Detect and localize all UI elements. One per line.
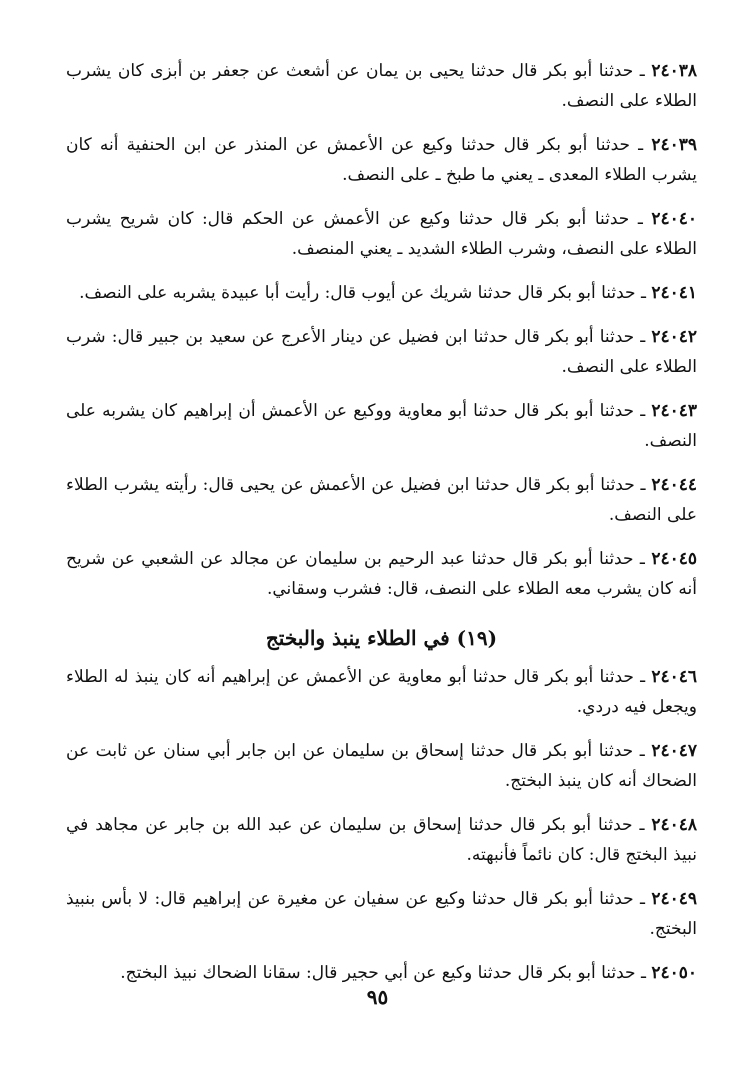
- entry-number: ٢٤٠٣٨: [651, 61, 697, 81]
- entry-text: ـ حدثنا أبو بكر قال حدثنا ابن فضيل عن دينار الأعرج عن سعيد بن جبير قال: شرب الطلاء على النصف.: [66, 327, 697, 377]
- hadith-entry: [66, 884, 697, 944]
- entry-number: ٢٤٠٤٠: [651, 209, 697, 229]
- entry-number: ٢٤٠٤٤: [651, 475, 697, 495]
- hadith-entry: [66, 958, 697, 988]
- hadith-entry: [66, 396, 697, 456]
- entry-text: ـ حدثنا أبو بكر قال حدثنا يحيى بن يمان عن أشعث عن جعفر بن أبزى كان يشرب الطلاء على النصف.: [66, 61, 697, 111]
- entry-text: ـ حدثنا أبو بكر قال حدثنا وكيع عن الأعمش عن المنذر عن ابن الحنفية أنه كان يشرب الطلاء المعدى ـ يعني ما طبخ ـ على النصف.: [66, 135, 697, 185]
- entry-number: ٢٤٠٤٢: [651, 327, 697, 347]
- entry-text: ـ حدثنا أبو بكر قال حدثنا وكيع عن الأعمش عن الحكم قال: كان شريح يشرب الطلاء على النصف، وشرب الطلاء الشديد ـ يعني المنصف.: [66, 209, 697, 259]
- hadith-entry: [66, 130, 697, 190]
- entry-number: ٢٤٠٤٧: [651, 741, 697, 761]
- entry-text: ـ حدثنا أبو بكر قال حدثنا أبو معاوية عن الأعمش عن إبراهيم أنه كان ينبذ له الطلاء ويجعل فيه دردي.: [66, 667, 697, 717]
- entry-number: ٢٤٠٤٨: [651, 815, 697, 835]
- entries-top: [66, 56, 697, 604]
- entry-number: ٢٤٠٤٩: [651, 889, 698, 909]
- entry-number: ٢٤٠٥٠: [651, 963, 697, 983]
- hadith-entry: [66, 544, 697, 604]
- section-heading: (١٩) في الطلاء ينبذ والبختج: [265, 626, 498, 650]
- hadith-entry: [66, 204, 697, 264]
- hadith-entry: [66, 736, 697, 796]
- hadith-entry: [66, 470, 697, 530]
- entry-number: ٢٤٠٣٩: [651, 135, 697, 155]
- entry-text: ـ حدثنا أبو بكر قال حدثنا عبد الرحيم بن سليمان عن مجالد عن الشعبي عن شريح أنه كان يشرب معه الطلاء على النصف، قال: فشرب وسقاني.: [66, 549, 697, 599]
- entry-number: ٢٤٠٤١: [651, 283, 697, 303]
- entry-text: ـ حدثنا أبو بكر قال حدثنا ابن فضيل عن الأعمش عن يحيى قال: رأيته يشرب الطلاء على النصف.: [66, 475, 697, 525]
- entry-text: ـ حدثنا أبو بكر قال حدثنا أبو معاوية ووكيع عن الأعمش أن إبراهيم كان يشربه على النصف.: [66, 401, 697, 451]
- hadith-entry: [66, 278, 697, 308]
- hadith-entry: [66, 322, 697, 382]
- entry-number: ٢٤٠٤٥: [651, 549, 697, 569]
- entry-text: ـ حدثنا أبو بكر قال حدثنا وكيع عن أبي حجير قال: سقانا الضحاك نبيذ البختج.: [120, 963, 646, 983]
- entry-number: ٢٤٠٤٦: [651, 667, 698, 687]
- entry-text: ـ حدثنا أبو بكر قال حدثنا شريك عن أيوب قال: رأيت أبا عبيدة يشربه على النصف.: [79, 283, 646, 303]
- hadith-entry: [66, 662, 697, 722]
- entry-number: ٢٤٠٤٣: [651, 401, 697, 421]
- entry-text: ـ حدثنا أبو بكر قال حدثنا إسحاق بن سليمان عن ابن جابر أبي سنان عن ثابت عن الضحاك أنه كان ينبذ البختج.: [66, 741, 697, 791]
- page-number: ٩٥: [366, 985, 389, 1009]
- hadith-entry: [66, 56, 697, 116]
- hadith-entry: [66, 810, 697, 870]
- entry-text: ـ حدثنا أبو بكر قال حدثنا وكيع عن سفيان عن مغيرة عن إبراهيم قال: لا بأس بنبيذ البختج.: [66, 889, 697, 939]
- entry-text: ـ حدثنا أبو بكر قال حدثنا إسحاق بن سليمان عن عبد الله بن جابر عن مجاهد في نبيذ البختج قال: كان نائماً فأنبهته.: [66, 815, 697, 865]
- entries-bottom: [66, 662, 697, 988]
